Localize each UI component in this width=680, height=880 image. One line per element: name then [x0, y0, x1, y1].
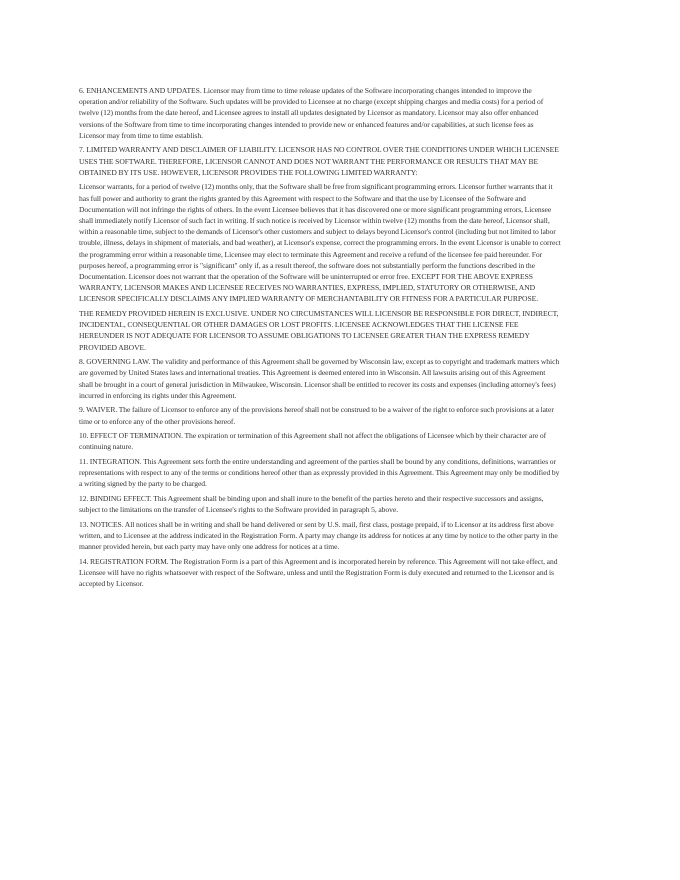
section-9-waiver: 9. WAIVER. The failure of Licensor to enforce any of the provisions hereof shall not be construed to be a waiver of the right to enforce such provisions at a later time or to enforce any of the other provisions hereof.	[79, 405, 554, 426]
section-14-registration-form: 14. REGISTRATION FORM. The Registration Form is a part of this Agreement and is incorporated herein by reference. This Agreement will not take effect, and Licensee will have no rights whatsoever with respect of the Software, unless and until the Registration Form is duly executed and returned to the Licensor and is accepted by Licensor.	[79, 556, 558, 589]
section-7-limited-warranty-heading: 7. LIMITED WARRANTY AND DISCLAIMER OF LIABILITY. LICENSOR HAS NO CONTROL OVER THE CONDITIONS UNDER WHICH LICENSEE USES THE SOFTWARE. THEREFORE, LICENSOR CANNOT AND DOES NOT WARRANT THE PERFORMANCE OR RESULTS THAT MAY BE OBTAINED BY ITS USE. HOWEVER, LICENSOR PROVIDES THE FOLLOWING LIMITED WARRANTY:	[79, 145, 559, 177]
section-8-governing-law: 8. GOVERNING LAW. The validity and performance of this Agreement shall be governed by Wisconsin law, except as to copyright and trademark matters which are governed by United States laws and international treaties. This Agreement is deemed entered into in Wisconsin. All lawsuits arising out of this Agreement shall be brought in a court of general jurisdiction in Milwaukee, Wisconsin. Licensor shall be entitled to recover its costs and expenses (including attorney's fees) incurred in enforcing its rights under this Agreement.	[79, 357, 560, 400]
section-12-binding-effect: 12. BINDING EFFECT. This Agreement shall be binding upon and shall inure to the benefit of the parties hereto and their respective successors and assigns, subject to the limitations on the transfer of Licensee's rights to the Software provided in paragraph 5, above.	[79, 494, 544, 515]
section-7-exclusive-remedy: THE REMEDY PROVIDED HEREIN IS EXCLUSIVE. UNDER NO CIRCUMSTANCES WILL LICENSOR BE RESPONSIBLE FOR DIRECT, INDIRECT, INCIDENTAL, CONSEQUENTIAL OR OTHER DAMAGES OR LOST PROFITS. LICENSEE ACKNOWLEDGES THAT THE LICENSE FEE HEREUNDER IS NOT ADEQUATE FOR LICENSOR TO ASSUME OBLIGATIONS TO LICENSEE GREATER THAN THE EXPRESS REMEDY PROVIDED ABOVE.	[79, 309, 559, 352]
section-13-notices: 13. NOTICES. All notices shall be in writing and shall be hand delivered or sent by U.S. mail, first class, postage prepaid, if to Licensor at its address first above written, and to Licensee at the address indicated in the Registration Form. A party may change its address for notices at any time by notice to the other party in the manner provided herein, but each party may have only one address for notices at a time.	[79, 519, 558, 552]
section-6-enhancements-and-updates: 6. ENHANCEMENTS AND UPDATES. Licensor may from time to time release updates of the Software incorporating changes intended to improve the operation and/or reliability of the Software. Such updates will be provided to Licensee at no charge (except shipping charges and media costs) for a period of twelve (12) months from the date hereof, and Licensee agrees to install all updates designated by Licensor as mandatory. Licensor may also offer enhanced versions of the Software from time to time incorporating changes intended to provide new or enhanced features and/or capabilities, at such license fees as Licensor may from time to time establish.	[79, 86, 544, 140]
section-7-warranty-terms: Licensor warrants, for a period of twelve (12) months only, that the Software shall be free from significant programming errors. Licensor further warrants that it has full power and authority to grant the rights granted by this Agreement with respect to the Software and that the use by Licensee of the Software and Documentation will not infringe the rights of others. In the event Licensee believes that it has discovered one or more significant programming errors, Licensee shall immediately notify Licensor of such fact in writing. If such notice is received by Licensor within twelve (12) months from the date hereof, Licensor shall, within a reasonable time, subject to the demands of Licensor's other customers and subject to delays beyond Licensor's control (including but not limited to labor trouble, illness, delays in shipment of materials, and bad weather), at Licensor's expense, correct the programming errors. In the event Licensor is unable to correct the programming error within a reasonable time, Licensee may elect to terminate this Agreement and receive a refund of the licensee fee paid hereunder. For purposes hereof, a programming error is "significant" only if, as a result thereof, the software does not substantially perform the functions described in the Documentation. Licensor does not warrant that the operation of the Software will be uninterrupted or error free. EXCEPT FOR THE ABOVE EXPRESS WARRANTY, LICENSOR MAKES AND LICENSEE RECEIVES NO WARRANTIES, EXPRESS, IMPLIED, STATUTORY OR OTHERWISE, AND LICENSOR SPECIFICALLY DISCLAIMS ANY IMPLIED WARRANTY OF MERCHANTABILITY OR FITNESS FOR A PARTICULAR PURPOSE.	[79, 182, 561, 304]
section-10-effect-of-termination: 10. EFFECT OF TERMINATION. The expiration or termination of this Agreement shall not affect the obligations of Licensee which by their character are of continuing nature.	[79, 431, 547, 452]
section-11-integration: 11. INTEGRATION. This Agreement sets forth the entire understanding and agreement of the parties shall be bound by any conditions, definitions, warranties or representations with respect to any of the terms or conditions hereof other than as expressly provided in this Agreement. This Agreement may only be modified by a writing signed by the party to be charged.	[79, 457, 560, 489]
document-page	[79, 85, 561, 593]
